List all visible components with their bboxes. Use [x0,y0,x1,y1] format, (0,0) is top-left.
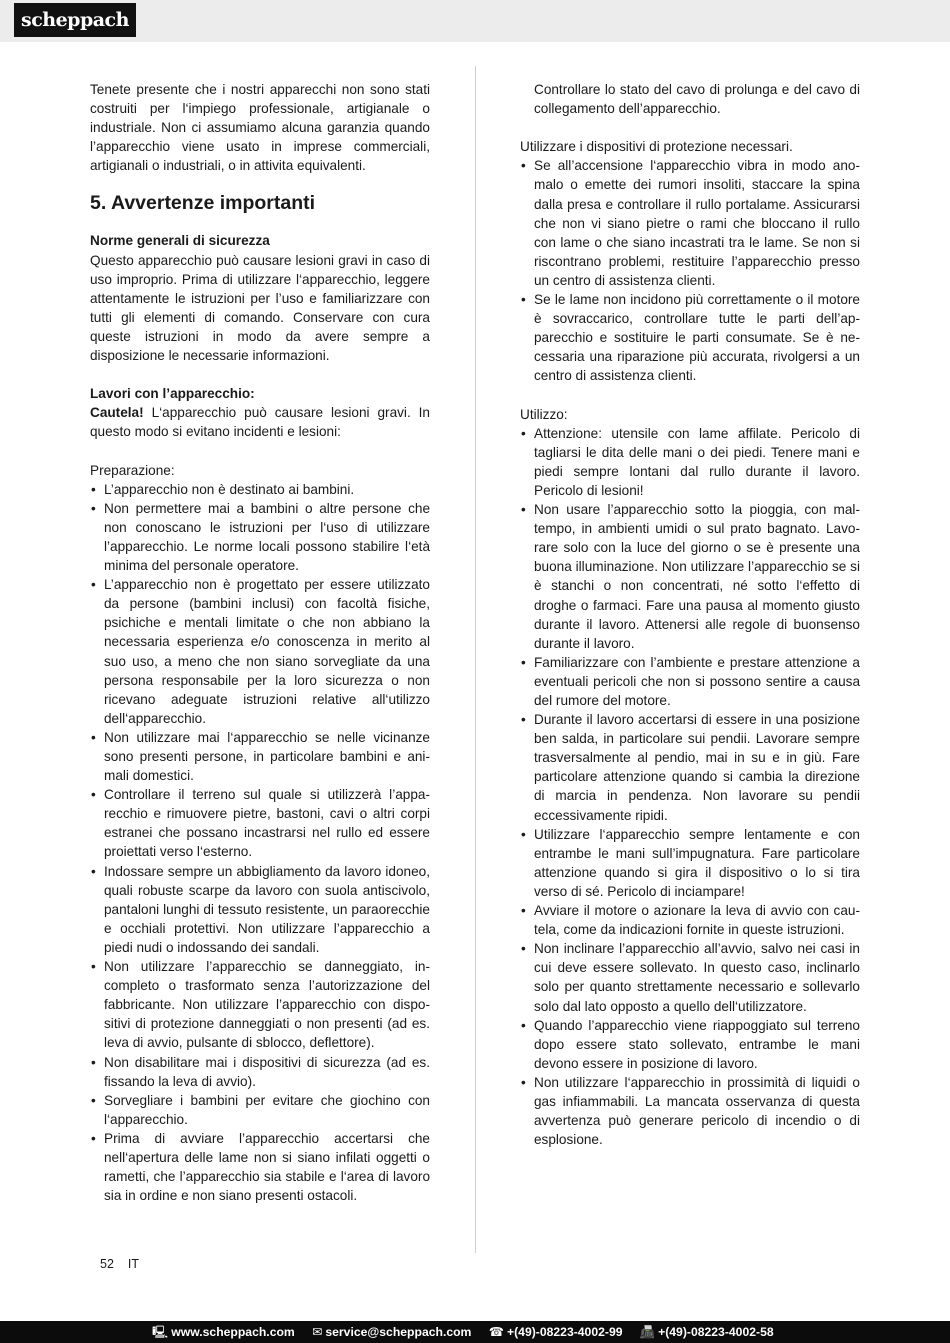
spacer [520,386,860,405]
preparation-list [90,480,430,1206]
general-safety-text: Questo apparecchio può causare lesioni gravi in caso di uso improprio. Prima di utilizzare l‘apparecchio, leggere attentamente le istruzioni per l’uso e familiarizzare con tutti gli elementi di comando. Conservare con cura queste istruzioni in modo da avere sempre a disposizione le necessarie informazioni. [90,252,430,364]
left-column [90,80,430,1205]
use-label: Utilizzo: [520,406,568,422]
list-item: • Controllare il terreno sul quale si utilizzerà l’apparecchio e rimuovere pietre, bastoni, cavi o altri corpi estranei che possano incastrarsi nel rullo ed essere proiettati verso l‘esterno. [90,785,430,861]
telephone-icon: ☎ [488,1325,504,1339]
phone-link[interactable] [489,1325,623,1339]
list-item: • Avviare il motore o azionare la leva di avvio con cautela, come da indicazioni fornite in queste istruzioni. [520,901,860,939]
protection-list [520,156,860,385]
caution-paragraph [90,403,430,441]
contact-bar [0,1321,950,1343]
envelope-icon: ✉ [312,1325,323,1339]
list-item: • Se le lame non incidono più correttamente o il motore è sovraccarico, controllare tutte le parti dell’apparecchio e sostituire le parti consumate. Se è necessaria una riparazione più accurata, rivolgersi a un centro di assistenza clienti. [520,290,860,385]
list-item: • Non disabilitare mai i dispositivi di sicurezza (ad es. fissando la leva di avvio). [90,1053,430,1091]
page-footer [100,1257,153,1271]
preparation-label: Preparazione: [90,462,175,478]
list-item: • L’apparecchio non è destinato ai bambini. [90,480,430,499]
intro-paragraph: Tenete presente che i nostri apparecchi non sono stati costruiti per l‘impiego professionale, artigianale o industriale. Non ci assumiamo alcuna garanzia quando l’apparecchio viene usato in imprese commerciali, artigianali o industriali, o in attivita equivalenti. [90,82,430,174]
list-item: • Prima di avviare l’apparecchio accertarsi che nell‘apertura delle lame non si siano infilati oggetti o rametti, che l’apparecchio sia stabile e l‘area di lavoro sia in ordine e non siano presenti ostacoli. [90,1129,430,1205]
list-item: • Attenzione: utensile con lame affilate. Pericolo di tagliarsi le dita delle mani o dei piedi. Tenere mani e piedi sempre lontani dal rullo durante il lavoro. Pericolo di lesioni! [520,424,860,500]
spacer [90,365,430,384]
list-item: • Non utilizzare mai l‘apparecchio se nelle vicinanze sono presenti persone, in particolare bambini e animali domestici. [90,728,430,785]
fax-number [640,1325,774,1339]
work-heading: Lavori con l’apparecchio: [90,386,255,402]
use-list [520,424,860,1150]
column-divider [475,66,476,1253]
caution-label: Cautela! [90,405,144,421]
general-safety-heading: Norme generali di sicurezza [90,233,270,249]
brand-logo: scheppach [14,3,136,37]
list-item: • Quando l’apparecchio viene riappoggiato sul terreno dopo essere stato sollevato, entrambe le mani devono essere in posizione di lavoro. [520,1016,860,1073]
page-number: 52 [100,1257,114,1271]
header-bar [0,0,950,42]
list-item: • Non usare l’apparecchio sotto la pioggia, con maltempo, in ambienti umidi o sul prato bagnato. Lavorare solo con la luce del giorno o se è presente una buona illuminazione. Non utilizzare l’apparecchio se si è stanchi o non concentrati, né sotto l‘effetto di droghe o farmaci. Fare una pausa al momento giusto durante il lavoro. Attenersi alle regole di buonsenso durante il lavoro. [520,500,860,653]
list-item: • Durante il lavoro accertarsi di essere in una posizione ben salda, in particolare sui pendii. Lavorare sempre trasversalmente al pendio, mai in su e in giù. Fare particolare attenzione quando si cambia la direzione di marcia in pendenza. Non lavorare su pendii eccessivamente ripidi. [520,710,860,825]
phone-text: +(49)-08223-4002-99 [506,1325,623,1339]
list-item: • Se all’accensione l‘apparecchio vibra in modo anomalo o emette dei rumori insoliti, staccare la spina dalla presa e controllare il rullo portalame. Assicurarsi che non vi siano pietre o rami che bloccano il rullo con lame o che siano incastrati tra le lame. Se non si riscontrano problemi, restituire l’apparecchio presso un centro di assistenza clienti. [520,156,860,290]
caution-text: L‘apparecchio può causare lesioni gravi. In questo modo si evitano incidenti e lesioni: [90,405,430,440]
list-item: • Indossare sempre un abbigliamento da lavoro idoneo, quali robuste scarpe da lavoro con suola antiscivolo, pantaloni lunghi di tessuto resistente, un paraorecchie e occhiali protettivi. Non utilizzare l’apparecchio a piedi nudi o indossando dei sandali. [90,862,430,957]
list-item: • Non permettere mai a bambini o altre persone che non conoscano le istruzioni per l‘uso di utilizzare l’apparecchio. Le norme locali possono stabilire l‘età minima del personale operatore. [90,499,430,575]
email-link[interactable] [312,1325,471,1339]
email-text: service@scheppach.com [325,1325,472,1339]
list-item: • Non utilizzare l‘apparecchio in prossimità di liquidi o gas infiammabili. La mancata osservanza di questa avvertenza può generare pericolo di incendio o di esplosione. [520,1073,860,1149]
list-item: • Familiarizzare con l’ambiente e prestare attenzione a eventuali pericoli che non si possono sentire a causa del rumore del motore. [520,653,860,710]
protection-label: Utilizzare i dispositivi di protezione necessari. [520,139,793,155]
cable-check-text: Controllare lo stato del cavo di prolunga e del cavo di collegamento dell’apparecchio. [534,82,860,117]
list-item: • Non inclinare l’apparecchio all’avvio, salvo nei casi in cui deve essere sollevato. In questo caso, inclinarlo solo per quanto strettamente necessario e sollevarlo solo dal lato opposto a quello dell‘utilizzatore. [520,939,860,1015]
list-item: • Non utilizzare l’apparecchio se danneggiato, incompleto o trasformato senza l’autorizzazione del fabbricante. Non utilizzare l’apparecchio con dispositivi di protezione danneggiati o non presenti (ad es. leva di avvio, pulsante di sblocco, deflettore). [90,957,430,1052]
spacer [520,118,860,137]
fax-icon: 📠 [639,1325,656,1339]
right-column [520,80,860,1149]
website-link[interactable] [152,1325,295,1339]
list-item: • Sorvegliare i bambini per evitare che giochino con l‘apparecchio. [90,1091,430,1129]
website-text: www.scheppach.com [171,1325,295,1339]
list-item: • Utilizzare l‘apparecchio sempre lentamente e con entrambe le mani sull’impugnatura. Fare particolare attenzione quando si gira il dispositivo o lo si tira verso di sé. Pericolo di inciampare! [520,825,860,901]
list-item: • L’apparecchio non è progettato per essere utilizzato da persone (bambini inclusi) con facoltà fisiche, psichiche e mentali limitate o che non abbiano la necessaria esperienza e/o conoscenza in merito al suo uso, a meno che non siano sorvegliate da una persona responsabile per la loro sicurezza o non ricevano adeguate istruzioni relative all‘utilizzo dell‘apparecchio. [90,575,430,728]
fax-text: +(49)-08223-4002-58 [658,1325,774,1339]
spacer [90,442,430,461]
section-title: 5. Avvertenze importanti [90,192,316,215]
computer-icon: 🖳 [152,1325,169,1339]
language-code: IT [127,1257,140,1271]
